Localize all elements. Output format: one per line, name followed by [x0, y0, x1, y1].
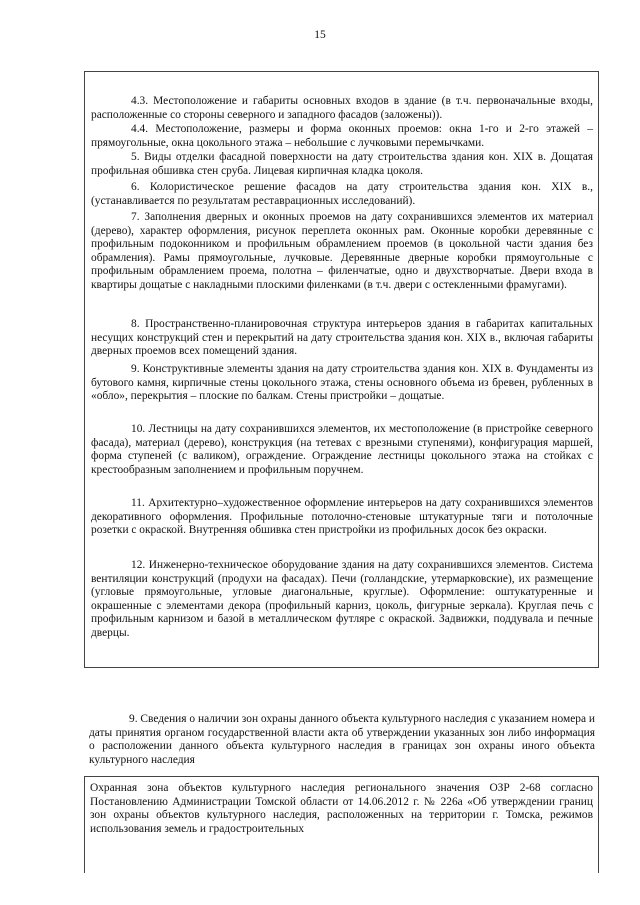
paragraph-4-4 — [91, 123, 593, 150]
paragraph-text: 7. Заполнения дверных и оконных проемов на дату сохранившихся элементов их материал (дерево), характер оформления, рисунок переплета оконных рам. Оконные коробки деревянные с профильным подоконником и профильным обрамлением проемов (в цокольной части здания без обрамления). Рамы прямоугольные, лучковые. Деревянные дверные коробки прямоугольные с профильным обрамлением проема, полотна – филенчатые, одно и двухстворчатые. Двери входа в квартиры дощатые с накладными плоскими филенками (в т.ч. двери с остекленными фрамугами). — [91, 211, 593, 291]
paragraph-10 — [91, 423, 593, 477]
paragraph-4-3 — [91, 95, 593, 122]
protection-zone-cell — [84, 776, 599, 873]
page-number: 15 — [314, 29, 326, 41]
paragraph-8 — [91, 318, 593, 359]
paragraph-9 — [91, 363, 593, 404]
paragraph-text: 6. Колористическое решение фасадов на дату строительства здания кон. XIX в., (устанавливается по результатам реставрационных исследований). — [91, 181, 593, 207]
section-9-text: 9. Сведения о наличии зон охраны данного объекта культурного наследия с указанием номера и даты принятия органом государственной власти акта об утверждении указанных зон либо информация о расположении данного объекта культурного наследия в границах зон охраны иного объекта культурного наследия — [89, 713, 595, 766]
section-9-heading — [89, 713, 595, 767]
paragraph-text: 10. Лестницы на дату сохранившихся элементов, их местоположение (в пристройке северного фасада), материал (дерево), конструкция (на тетевах с врезными ступенями), конфигурация маршей, форма ступеней (с валиком), ограждение. Ограждение лестницы цокольного этажа на стойках с крестообразным заполнением и профильным поручнем. — [91, 423, 593, 476]
paragraph-text: 8. Пространственно-планировочная структура интерьеров здания в габаритах капитальных несущих конструкций стен и перекрытий на дату строительства здания кон. XIX в., включая габариты дверных проемов всех помещений здания. — [91, 318, 593, 358]
paragraph-11 — [91, 497, 593, 538]
paragraph-7 — [91, 211, 593, 293]
paragraph-text: 4.4. Местоположение, размеры и форма оконных проемов: окна 1-го и 2-го этажей – прямоугольные, окна цокольного этажа – небольшие с лучковыми перемычками. — [91, 123, 593, 149]
paragraph-text: 11. Архитектурно–художественное оформление интерьеров на дату сохранившихся элементов декоративного оформления. Профильные потолочно-стеновые штукатурные тяги и потолочные розетки с окраской. Внутренняя обшивка стен пристройки из профильных досок без окраски. — [91, 497, 593, 537]
paragraph-text: 9. Конструктивные элементы здания на дату строительства здания кон. XIX в. Фундаменты из бутового камня, кирпичные стены цокольного этажа, стены основного объема из бревен, рубленных в «обло», перекрытия – плоские по балкам. Стены пристройки – дощатые. — [91, 363, 593, 403]
paragraph-text: 12. Инженерно-техническое оборудование здания на дату сохранившихся элементов. Система вентиляции конструкций (продухи на фасадах). Печи (голландские, утермарковские), их размещение (угловые прямоугольные, угловые диагональные, круглые). Оформление: оштукатуренные и окрашенные с элементами декора (профильный карниз, цоколь, фигурные зеркала). Круглая печь с профильным карнизом и базой в металлическом футляре с окраской. Задвижки, поддувала и печные дверцы. — [91, 559, 593, 639]
protection-zone-text: Охранная зона объектов культурного наследия регионального значения ОЗР 2-68 согласно Постановлению Администрации Томской области от 14.06.2012 г. № 226а «Об утверждении границ зон охраны объектов культурного наследия, расположенных на территории г. Томска, режимов использования земель и градостроительных — [90, 782, 593, 835]
paragraph-text: 4.3. Местоположение и габариты основных входов в здание (в т.ч. первоначальные входы, расположенные со стороны северного и западного фасадов (заложены)). — [91, 95, 593, 121]
paragraph-6 — [91, 181, 593, 208]
paragraph-12 — [91, 559, 593, 641]
paragraph-5 — [91, 151, 593, 178]
paragraph-text: 5. Виды отделки фасадной поверхности на дату строительства здания кон. XIX в. Дощатая профильная обшивка стен сруба. Лицевая кирпичная кладка цоколя. — [91, 151, 593, 177]
protection-zone-text-block — [90, 782, 593, 836]
